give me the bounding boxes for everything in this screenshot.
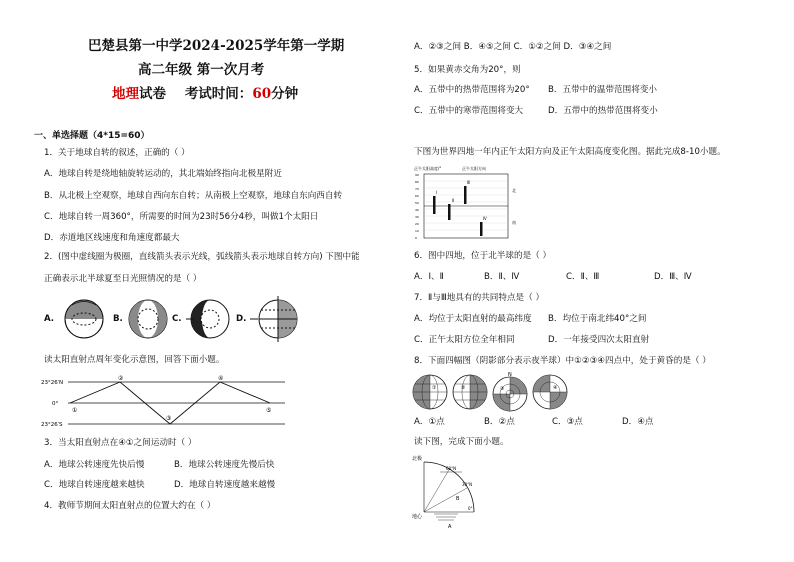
q6-option-c: C．Ⅱ、Ⅲ xyxy=(566,272,600,282)
intro-last-figure: 读下图，完成下面小题。 xyxy=(414,437,509,447)
point-label-4: ④ xyxy=(218,375,224,382)
q8-stem: 8．下面四幅图（阴影部分表示夜半球）中①②③④四点中，处于黄昏的是（ ） xyxy=(414,356,711,366)
q2-label-a: A. xyxy=(44,314,55,324)
q8-option-a: A．①点 xyxy=(414,417,445,427)
q4-options: A．②③之间 B．④⑤之间 C．①②之间 D．③④之间 xyxy=(414,42,612,52)
noon-y2-label: 正午太阳方向 xyxy=(462,166,486,171)
q6-stem: 6．图中四地，位于北半球的是（ ） xyxy=(414,251,552,261)
intro-subsolar: 读太阳直射点周年变化示意图，回答下面小题。 xyxy=(44,355,225,365)
q8-mark-4: ④ xyxy=(553,385,558,391)
point-label-2: ② xyxy=(118,375,124,382)
fig-label-b: B xyxy=(456,496,460,502)
q4-stem: 4．教师节期间太阳直射点的位置大约在（ ） xyxy=(44,501,216,511)
point-label-3: ③ xyxy=(166,415,172,422)
subject-label: 地理 xyxy=(112,86,139,102)
q8-mark-2: ② xyxy=(461,385,466,391)
q3-option-a: A．地球公转速度先快后慢 xyxy=(44,460,145,470)
q8-mark-3: ③ xyxy=(500,386,505,392)
noon-y-tick-7: 20 xyxy=(415,222,419,226)
globe-figure-d xyxy=(250,294,306,344)
lat-label-equator: 0° xyxy=(52,401,59,407)
q2-label-c: C. xyxy=(172,314,182,324)
q6-option-a: A．Ⅰ、Ⅱ xyxy=(414,272,444,282)
noon-bar-label-3: Ⅲ xyxy=(467,180,470,185)
time-label: 考试时间： xyxy=(184,86,253,102)
time-unit: 分钟 xyxy=(271,86,299,102)
q5-option-a: A．五带中的热带范围将为20° xyxy=(414,85,530,95)
globe-figure-b xyxy=(124,296,172,342)
noon-bar-label-1: Ⅰ xyxy=(436,190,438,195)
noon-y-tick-0: 90 xyxy=(415,173,419,177)
q7-option-a: A．均位于太阳直射的最高纬度 xyxy=(414,314,532,324)
q5-option-d: D．五带中的热带范围将变小 xyxy=(548,106,658,116)
exam-title-line3 xyxy=(112,82,298,102)
lat-label-north: 23°26′N xyxy=(41,380,64,386)
noon-right-south: 南 xyxy=(512,220,516,225)
q1-option-b: B．从北极上空观察，地球自西向东自转；从南极上空观察，地球自东向西自转 xyxy=(44,191,343,201)
q8-globe-figures xyxy=(410,372,570,412)
subsolar-point-diagram xyxy=(40,372,290,430)
noon-bar-label-4: Ⅳ xyxy=(483,216,487,221)
fig-label-earth-center: 地心 xyxy=(412,514,423,520)
q8-mark-n: N xyxy=(508,372,512,378)
q2-label-b: B. xyxy=(113,314,123,324)
noon-sun-chart xyxy=(412,164,524,242)
noon-y-label: 正午太阳高度/° xyxy=(414,166,442,171)
q8-option-d: D．④点 xyxy=(622,417,654,427)
lat-label-south: 23°26′S xyxy=(41,422,63,428)
noon-y-tick-2: 70 xyxy=(415,187,419,191)
q1-option-a: A．地球自转是绕地轴旋转运动的，其北端始终指向北极星附近 xyxy=(44,169,282,179)
fig-label-north-pole: 北极 xyxy=(412,456,423,462)
q7-option-b: B．均位于南北纬40°之间 xyxy=(548,314,647,324)
q1-option-c: C．地球自转一周360°，所需要的时间为23时56分4秒，叫做1个太阳日 xyxy=(44,212,319,222)
noon-y-tick-4: 50 xyxy=(415,201,419,205)
q3-stem: 3．当太阳直射点在④①之间运动时（ ） xyxy=(44,438,197,448)
noon-y-tick-8: 10 xyxy=(415,229,419,233)
q5-option-b: B．五带中的温带范围将变小 xyxy=(548,85,658,95)
q8-mark-1: ① xyxy=(432,385,437,391)
latitude-sunlight-diagram xyxy=(410,452,480,532)
q3-option-c: C．地球自转速度越来越快 xyxy=(44,480,145,490)
noon-y-tick-3: 60 xyxy=(415,194,419,198)
q6-option-d: D．Ⅲ、Ⅳ xyxy=(654,272,692,282)
q1-option-d: D．赤道地区线速度和角速度都最大 xyxy=(44,233,180,243)
exam-title-line2: 高二年级 第一次月考 xyxy=(138,62,265,78)
q6-option-b: B．Ⅱ、Ⅳ xyxy=(484,272,520,282)
globe-figure-c xyxy=(186,296,234,342)
q8-option-b: B．②点 xyxy=(484,417,515,427)
fig-label-60n: 60°N xyxy=(446,466,457,471)
q1-stem: 1．关于地球自转的叙述，正确的（ ） xyxy=(44,148,190,158)
intro-noon-sun: 下图为世界四地一年内正午太阳方向及正午太阳高度变化图。据此完成8-10小题。 xyxy=(414,147,726,157)
q7-stem: 7．Ⅱ与Ⅲ地具有的共同特点是（ ） xyxy=(414,293,545,303)
q2-stem-line1: 2．(图中虚线圈为极圈，直线箭头表示光线，弧线箭头表示地球自转方向) 下图中能 xyxy=(44,252,360,262)
globe-figure-a xyxy=(58,296,110,342)
section-heading: 一、单选择题（4*15=60） xyxy=(34,131,150,141)
time-value: 60 xyxy=(252,86,272,102)
point-label-1: ① xyxy=(72,407,78,414)
q3-option-d: D．地球自转速度越来越慢 xyxy=(174,480,276,490)
noon-y-tick-1: 80 xyxy=(415,180,419,184)
q5-option-c: C．五带中的寒带范围将变大 xyxy=(414,106,524,116)
q5-stem: 5．如果黄赤交角为20°，则 xyxy=(414,65,521,75)
noon-y-tick-5: 40 xyxy=(415,208,419,212)
exam-title-line1: 巴楚县第一中学2024-2025学年第一学期 xyxy=(88,38,345,54)
noon-right-north: 北 xyxy=(512,188,516,193)
q8-option-c: C．③点 xyxy=(552,417,583,427)
q2-stem-line2: 正确表示北半球夏至日光照情况的是（ ） xyxy=(44,274,202,284)
q7-option-c: C．正午太阳方位全年相同 xyxy=(414,335,515,345)
paper-label: 试卷 xyxy=(139,86,166,102)
noon-bar-label-2: Ⅱ xyxy=(452,198,454,203)
q3-option-b: B．地球公转速度先慢后快 xyxy=(174,460,275,470)
fig-label-a: A xyxy=(448,524,452,530)
q7-option-d: D．一年接受四次太阳直射 xyxy=(548,335,650,345)
point-label-5: ⑤ xyxy=(266,407,272,414)
noon-y-tick-9: 0 xyxy=(415,236,417,240)
noon-y-tick-6: 30 xyxy=(415,215,419,219)
q2-label-d: D. xyxy=(236,314,247,324)
fig-label-30n: 30°N xyxy=(462,482,473,487)
fig-label-equator: 0° xyxy=(468,506,473,511)
